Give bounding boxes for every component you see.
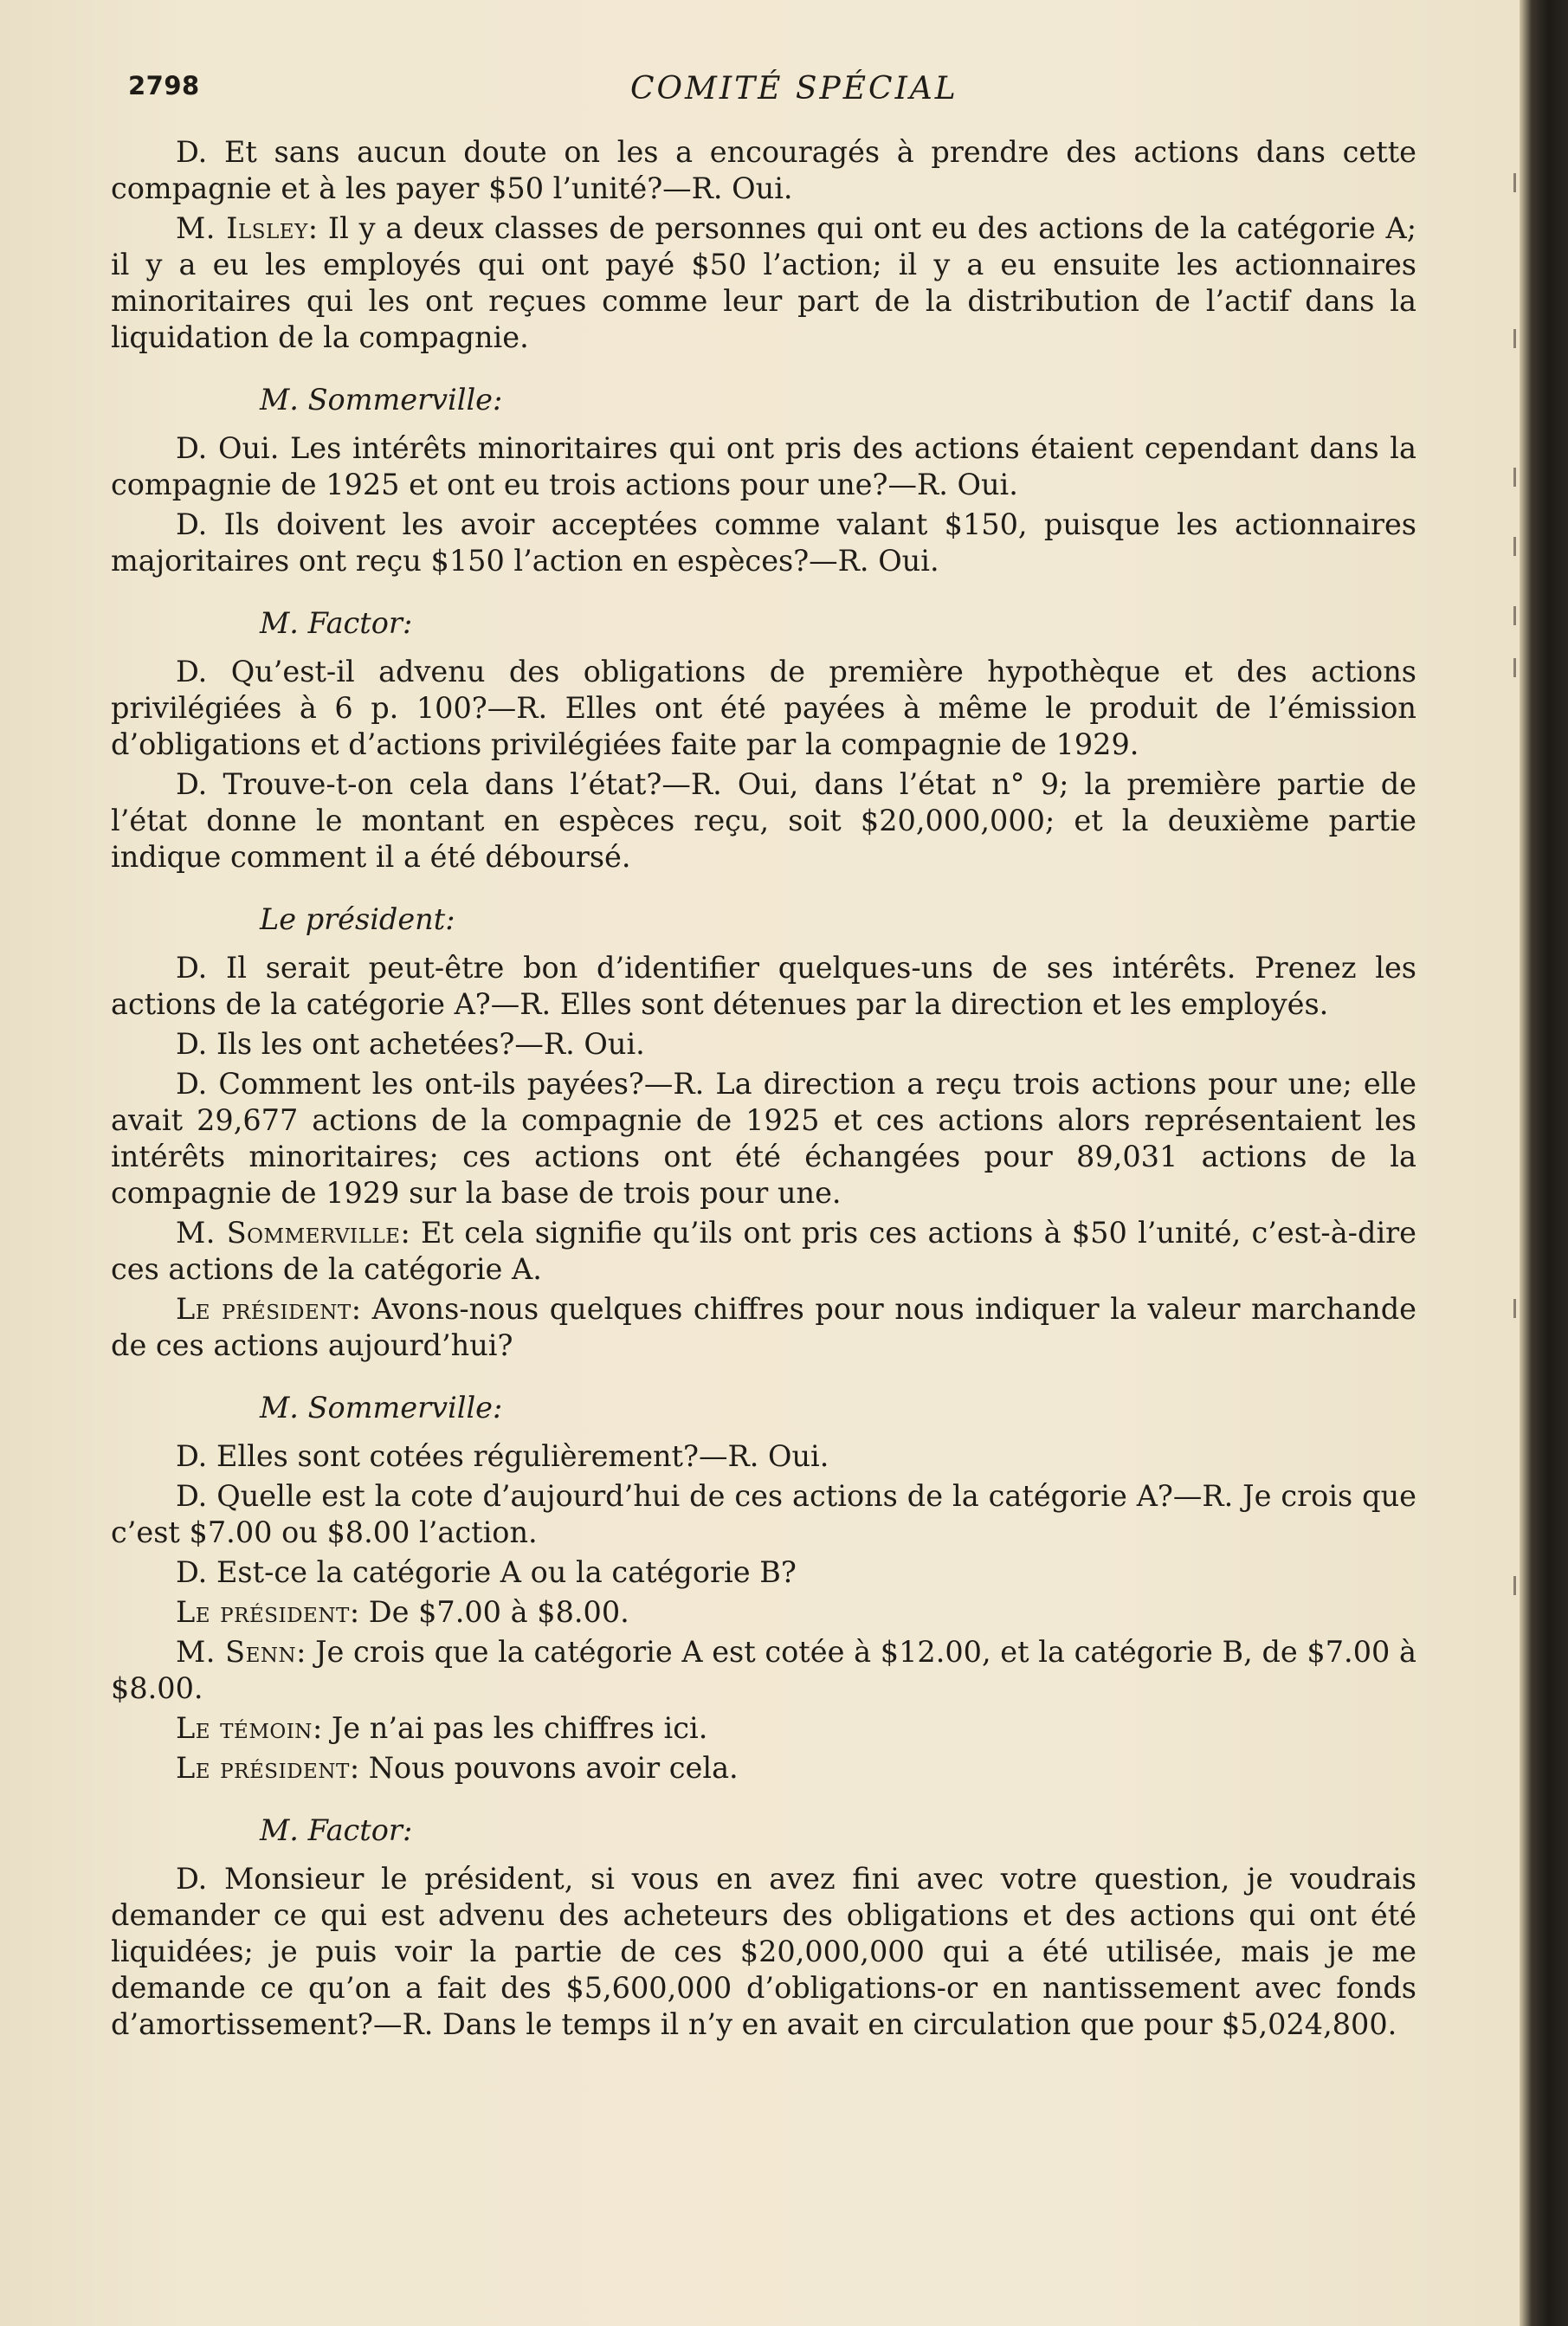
statement-text: : Avons-nous quelques chiffres pour nous indiquer la valeur marchande de ces actions aujourd’hui? (111, 1292, 1416, 1362)
question-answer: D. Et sans aucun doute on les a encouragés à prendre des actions dans cette compagnie et à les payer $50 l’unité?—R. Oui. (111, 135, 1416, 205)
question-answer: D. Quelle est la cote d’aujourd’hui de ces actions de la catégorie A?—R. Je crois que c’est $7.00 ou $8.00 l’action. (111, 1479, 1416, 1549)
statement-text: : Il y a deux classes de personnes qui ont eu des actions de la catégorie A; il y a eu les employés qui ont payé $50 l’action; il y a eu ensuite les actionnaires minoritaires qui les ont reçues comme leur part de la distribution de l’actif dans la liquidation de la compagnie. (111, 211, 1416, 354)
statement-text: : Je n’ai pas les chiffres ici. (312, 1711, 708, 1745)
question-answer: D. Ils les ont achetées?—R. Oui. (176, 1027, 645, 1061)
speaker-heading: M. Factor: (260, 606, 413, 640)
running-title: COMITÉ SPÉCIAL (630, 71, 958, 107)
named-statement (111, 1291, 1416, 1364)
named-statement (111, 1634, 1416, 1707)
question-answer: D. Comment les ont-ils payées?—R. La direction a reçu trois actions pour une; elle avait 29,677 actions de la compagnie de 1925 et ces actions alors représentaient les intérêts minoritaires; ces actions ont été échangées pour 89,031 actions de la compagnie de 1929 sur la base de trois pour une. (111, 1067, 1416, 1210)
statement-text: : Nous pouvons avoir cela. (349, 1751, 739, 1785)
page-number: 2798 (128, 71, 200, 100)
statement-text: : Je crois que la catégorie A est cotée à $12.00, et la catégorie B, de $7.00 à $8.00. (111, 1635, 1416, 1705)
book-spine-shadow (1520, 0, 1568, 2326)
named-statement (111, 1710, 1416, 1747)
question-answer: D. Trouve-t-on cela dans l’état?—R. Oui, dans l’état n° 9; la première partie de l’état donne le montant en espèces reçu, soit $20,000,000; et la deuxième partie indique comment il a été déboursé. (111, 767, 1416, 874)
speaker-name: M. Senn (176, 1635, 297, 1669)
speaker-name: Le témoin (176, 1711, 313, 1745)
question-answer: D. Est-ce la catégorie A ou la catégorie B? (176, 1555, 797, 1589)
statement-text: : Et cela signifie qu’ils ont pris ces actions à $50 l’unité, c’est-à-dire ces actions de la catégorie A. (111, 1216, 1416, 1286)
named-statement (111, 1594, 1416, 1631)
speaker-name: M. Sommerville (176, 1216, 401, 1250)
question-answer: D. Oui. Les intérêts minoritaires qui ont pris des actions étaient cependant dans la compagnie de 1925 et ont eu trois actions pour une?—R. Oui. (111, 431, 1416, 501)
named-statement (111, 1750, 1416, 1786)
speaker-heading: M. Sommerville: (260, 383, 503, 417)
named-statement (111, 210, 1416, 356)
statement-text: : De $7.00 à $8.00. (349, 1595, 629, 1629)
question-answer: D. Monsieur le président, si vous en avez fini avec votre question, je voudrais demander ce qui est advenu des acheteurs des obligations et des actions qui ont été liquidées; je puis voir la partie de ces $20,000,000 qui a été utilisée, mais je me demande ce qu’on a fait des $5,600,000 d’obligations-or en nantissement avec fonds d’amortissement?—R. Dans le temps il n’y en avait en circulation que pour $5,024,800. (111, 1862, 1416, 2041)
speaker-name: Le président (176, 1595, 350, 1629)
question-answer: D. Ils doivent les avoir acceptées comme valant $150, puisque les actionnaires majoritaires ont reçu $150 l’action en espèces?—R. Oui. (111, 507, 1416, 578)
speaker-name: M. Ilsley (176, 211, 308, 245)
speaker-name: Le président (176, 1751, 350, 1785)
speaker-heading: Le président: (260, 902, 455, 936)
speaker-heading: M. Sommerville: (260, 1391, 503, 1425)
transcript-body (111, 134, 1416, 2046)
question-answer: D. Il serait peut-être bon d’identifier quelques-uns de ses intérêts. Prenez les actions de la catégorie A?—R. Elles sont détenues par la direction et les employés. (111, 951, 1416, 1021)
speaker-name: Le président (176, 1292, 352, 1326)
named-statement (111, 1215, 1416, 1288)
page-edge-marks (1506, 173, 1516, 1645)
speaker-heading: M. Factor: (260, 1813, 413, 1847)
question-answer: D. Elles sont cotées régulièrement?—R. Oui. (176, 1439, 829, 1473)
question-answer: D. Qu’est-il advenu des obligations de première hypothèque et des actions privilégiées à 6 p. 100?—R. Elles ont été payées à même le produit de l’émission d’obligations et d’actions privilégiées faite par la compagnie de 1929. (111, 655, 1416, 761)
page-header (128, 68, 1427, 111)
